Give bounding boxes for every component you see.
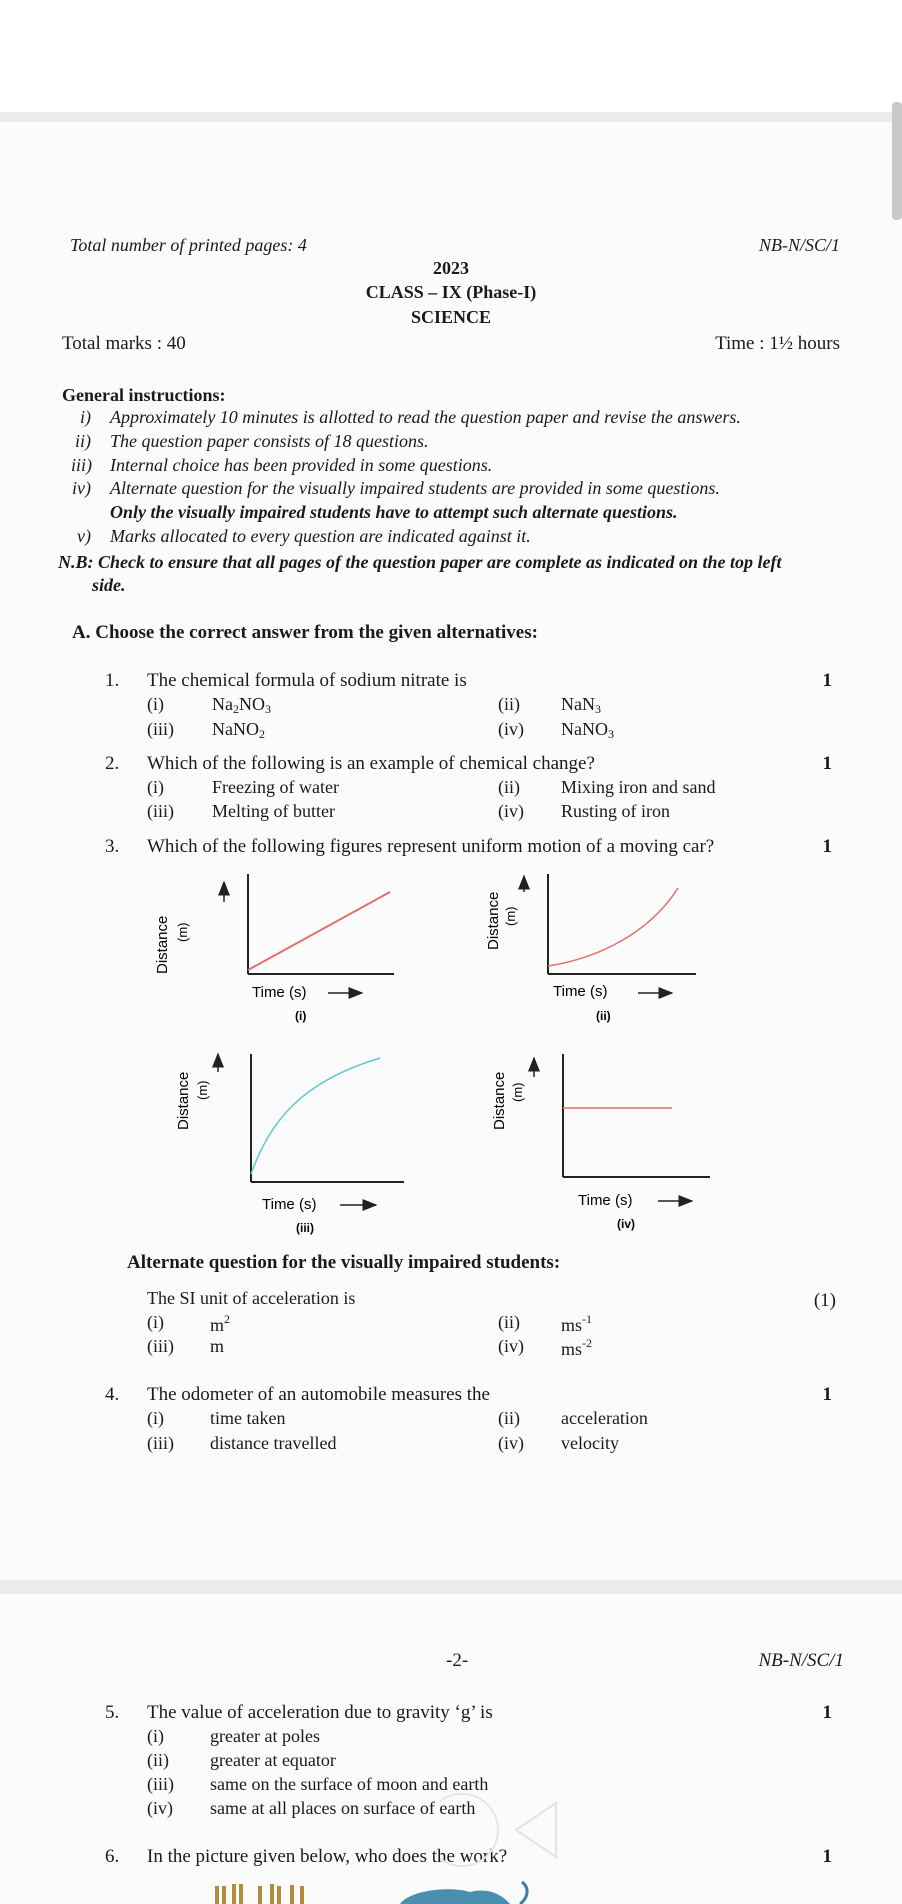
instruction-text: The question paper consists of 18 questions. [110,431,429,451]
printed-pages-note: Total number of printed pages: 4 [70,235,307,255]
option-label: (ii) [498,694,520,714]
question-number: 1. [105,670,120,691]
option-label: (iv) [147,1798,173,1818]
motion-graphs-figure [150,862,790,1242]
option-unit: $m^2$ [210,1312,231,1335]
question-text: The chemical formula of sodium nitrate is [147,670,467,691]
graph-yunit: (m) [510,1082,525,1102]
question-number: 2. [105,753,120,774]
option-label: (iv) [498,801,524,821]
exam-year: 2023 [433,258,469,278]
graph-xlabel: Time (s) [578,1192,633,1209]
option-text: greater at poles [210,1726,320,1746]
option-label: (iii) [147,1336,174,1356]
question-text: The value of acceleration due to gravity ‘g’ is [147,1702,493,1723]
instruction-text: Approximately 10 minutes is allotted to read the question paper and revise the answers. [110,407,741,427]
question-number: 4. [105,1384,120,1405]
graph-xlabel: Time (s) [252,984,307,1001]
question-marks: 1 [822,1384,832,1405]
instruction-text: Internal choice has been provided in some questions. [110,455,493,475]
option-label: (i) [147,1726,164,1746]
question-marks: 1 [822,670,832,691]
question-marks: (1) [813,1290,836,1311]
graph-yunit: (m) [175,922,190,942]
question-number: 3. [105,836,120,857]
option-label: (iii) [147,1774,174,1794]
graph-ylabel: Distance [491,1071,508,1130]
option-text: same at all places on surface of earth [210,1798,476,1818]
instruction-num: i) [80,407,91,427]
option-label: (ii) [498,1312,520,1332]
crowd-figures-icon [215,1884,304,1904]
instruction-num: ii) [75,431,91,451]
option-label: (iii) [147,801,174,821]
instruction-text: Alternate question for the visually impaired students are provided in some questions. [110,478,720,498]
graph-iii [175,1054,404,1235]
instruction-num: iii) [71,455,92,475]
alternate-question-text: The SI unit of acceleration is [147,1288,356,1308]
page-gap [0,1580,902,1594]
option-formula: NaN$_3$ [561,694,601,716]
instruction-num: iv) [72,478,91,498]
option-formula: NaNO$_2$ [212,719,265,741]
general-instructions-title: General instructions: [62,385,226,405]
option-label: (ii) [147,1750,169,1770]
graph-yunit: (m) [503,906,518,926]
option-label: (iv) [498,1433,524,1453]
option-unit: $ms^{-1}$ [561,1312,593,1335]
option-label: (ii) [498,1408,520,1428]
option-formula: $Na_2NO_3$ [212,694,271,716]
alternate-question-title: Alternate question for the visually impaired students: [127,1252,561,1273]
option-label: (iv) [498,719,524,739]
option-text: same on the surface of moon and earth [210,1774,489,1794]
nb-note-cont: side. [92,575,126,595]
option-text: greater at equator [210,1750,336,1770]
page-gap [0,112,902,122]
option-formula: NaNO$_3$ [561,719,614,741]
question-number: 6. [105,1846,120,1867]
graph-label: (iii) [296,1221,314,1235]
instruction-text: Marks allocated to every question are indicated against it. [110,526,531,546]
graph-ylabel: Distance [154,915,171,974]
top-margin [0,0,902,115]
option-unit: $ms^{-2}$ [561,1336,593,1359]
back-triangle-icon[interactable] [516,1803,556,1857]
option-label: (iii) [147,1433,174,1453]
graph-ylabel: Distance [485,891,502,950]
option-text: Rusting of iron [561,801,671,821]
plot-curve [548,888,678,966]
question-text: Which of the following is an example of chemical change? [147,753,595,774]
nb-note: N.B: Check to ensure that all pages of the question paper are complete as indicated on the top left [58,552,782,572]
class-line: CLASS – IX (Phase-I) [365,282,537,302]
instruction-bold-note: Only the visually impaired students have to attempt such alternate questions. [110,502,678,522]
exam-time: Time : 1½ hours [715,333,840,354]
graph-xlabel: Time (s) [553,983,608,1000]
page-number: -2- [446,1650,469,1671]
option-label: (i) [147,777,164,797]
question-text: In the picture given below, who does the work? [147,1846,508,1867]
work-illustration-top [210,1878,590,1904]
graph-label: (ii) [596,1009,611,1023]
option-unit: m [210,1336,225,1356]
question-marks: 1 [822,1846,832,1867]
option-text: Freezing of water [212,777,339,797]
question-marks: 1 [822,1702,832,1723]
paper-code: NB-N/SC/1 [758,1650,844,1671]
question-number: 5. [105,1702,120,1723]
question-marks: 1 [822,836,832,857]
plot-curve [251,1058,380,1174]
scrollbar-thumb[interactable] [892,102,902,220]
option-text: Mixing iron and sand [561,777,716,797]
graph-ylabel: Distance [175,1071,192,1130]
option-text: Melting of butter [212,801,335,821]
option-label: (i) [147,1312,164,1332]
option-text: velocity [561,1433,619,1453]
total-marks: Total marks : 40 [62,333,186,354]
graph-ii [485,874,696,1023]
graph-i [154,874,394,1023]
option-label: (i) [147,694,164,714]
section-a-heading: A. Choose the correct answer from the given alternatives: [72,622,538,643]
hook-icon [520,1882,527,1904]
option-text: distance travelled [210,1433,337,1453]
paper-code: NB-N/SC/1 [758,235,840,255]
subject-title: SCIENCE [410,307,492,327]
question-text: The odometer of an automobile measures the [147,1384,490,1405]
question-text: Which of the following figures represent uniform motion of a moving car? [147,836,715,857]
water-illustration-icon [400,1889,510,1904]
option-label: (i) [147,1408,164,1428]
graph-iv [491,1054,710,1231]
instruction-num: v) [77,526,91,546]
option-text: acceleration [561,1408,648,1428]
graph-xlabel: Time (s) [262,1196,317,1213]
question-marks: 1 [822,753,832,774]
option-text: time taken [210,1408,286,1428]
option-label: (iii) [147,719,174,739]
home-circle-icon[interactable] [440,1794,498,1866]
option-label: (ii) [498,777,520,797]
graph-yunit: (m) [195,1080,210,1100]
nav-overlay [440,1775,560,1885]
graph-label: (iv) [617,1217,635,1231]
graph-label: (i) [295,1009,307,1023]
option-label: (iv) [498,1336,524,1356]
plot-line [248,892,390,970]
